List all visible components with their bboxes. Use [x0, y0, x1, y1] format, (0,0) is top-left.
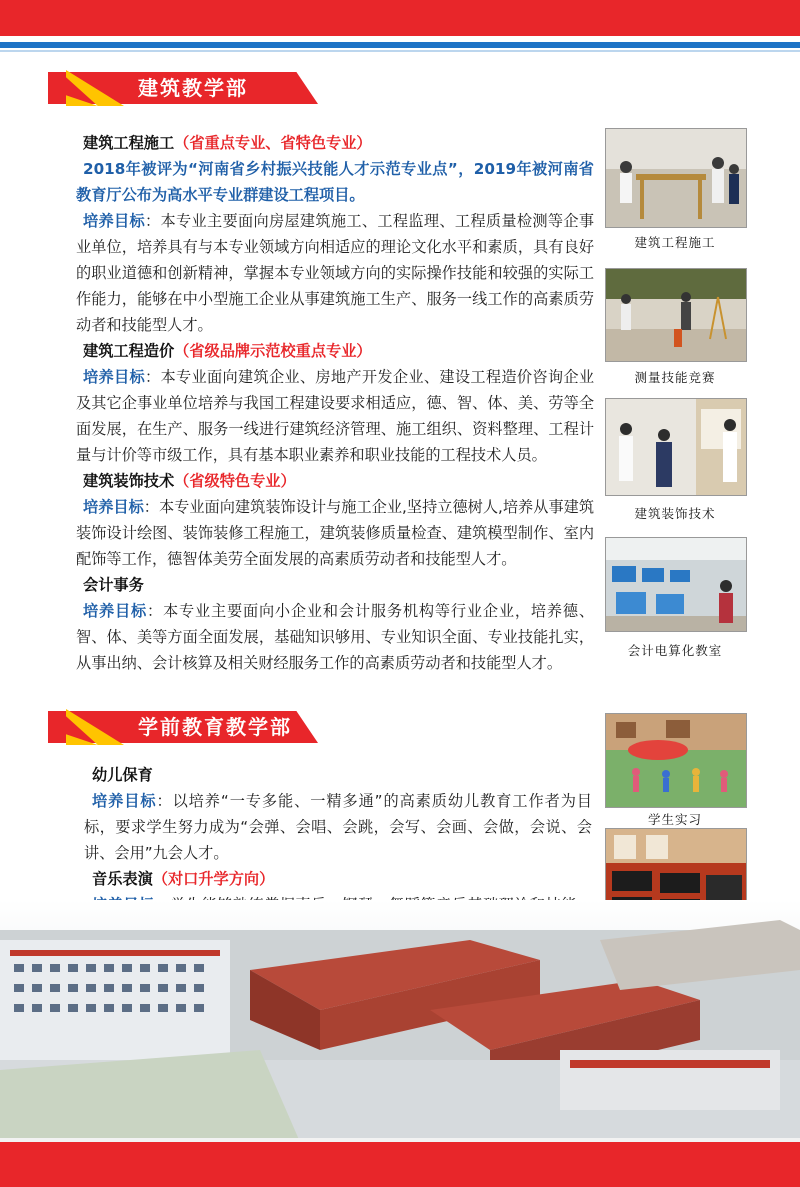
architecture-content [76, 130, 594, 676]
photo-caption: 会计电算化教室 [627, 643, 723, 658]
major-tag: （对口升学方向） [152, 870, 275, 888]
goal-text: ：本专业面向建筑企业、房地产开发企业、建设工程造价咨询企业及其它企事业单位培养与我国工程建设要求相适应，德、智、体、美、劳等全面发展，在生产、服务一线进行建筑经济管理、施工组织、资料整理、工程计量与计价等市级工作，具有基本职业素养和职业技能的工程技术人员。 [76, 368, 595, 464]
goal-paragraph [76, 364, 594, 468]
photo-construction-image [606, 129, 746, 227]
goal-paragraph [84, 788, 592, 866]
photo-caption: 建筑工程施工 [634, 235, 716, 250]
honor-text: 2018年被评为“河南省乡村振兴技能人才示范专业点”，2019年被河南省教育厅公布为高水平专业群建设工程项目。 [76, 160, 594, 204]
major-name: 音乐表演 [92, 870, 153, 888]
goal-text: ：本专业主要面向房屋建筑施工、工程监理、工程质量检测等企事业单位，培养具有与本专业领域方向相适应的理论文化水平和素质，具有良好的职业道德和创新精神，掌握本专业领域方向的实际操作技能和较强的实际工作能力，能够在中小型施工企业从事建筑施工生产、服务一线工作的高素质劳动者和技能型人才。 [76, 212, 595, 334]
major-tag: （省级品牌示范校重点专业） [174, 342, 372, 360]
major-heading [84, 762, 592, 788]
section-title: 建筑教学部 [138, 76, 248, 100]
major-heading [84, 866, 592, 892]
photo-construction [605, 128, 747, 228]
photo-caption: 测量技能竞赛 [634, 370, 716, 385]
photo-accounting [605, 537, 747, 632]
photo-caption: 建筑装饰技术 [634, 506, 716, 521]
campus-aerial-svg [0, 900, 800, 1142]
goal-label: 培养目标 [83, 602, 147, 620]
major-name: 建筑装饰技术 [83, 472, 175, 490]
major-heading [76, 338, 594, 364]
goal-label: 培养目标 [83, 212, 145, 230]
major-name: 建筑工程施工 [83, 134, 175, 152]
photo-survey [605, 268, 747, 362]
goal-label: 培养目标 [83, 368, 145, 386]
top-blue-stripe [0, 42, 800, 48]
goal-text: ：以培养“一专多能、一精多通”的高素质幼儿教育工作者为目标，要求学生努力成为“会弹、会唱、会跳，会写、会画、会做，会说、会讲、会用”九会人才。 [84, 792, 592, 862]
goal-paragraph [76, 598, 594, 676]
bottom-red-band [0, 1142, 800, 1187]
section-title: 学前教育教学部 [138, 715, 292, 739]
major-name: 幼儿保育 [92, 766, 153, 784]
goal-paragraph [76, 208, 594, 338]
major-heading [76, 130, 594, 156]
top-red-band [0, 0, 800, 36]
major-heading [76, 572, 594, 598]
major-name: 建筑工程造价 [83, 342, 175, 360]
photo-caption: 学生实习 [647, 812, 702, 827]
photo-accounting-image [606, 538, 746, 631]
section-banner-preschool [26, 707, 326, 747]
goal-label: 培养目标 [83, 498, 144, 516]
photo-internship-image [606, 714, 746, 807]
goal-text: ：本专业主要面向小企业和会计服务机构等行业企业，培养德、智、体、美等方面全面发展，基础知识够用、专业知识全面、专业技能扎实，从事出纳、会计核算及相关财经服务工作的高素质劳动者和技能型人才。 [76, 602, 595, 672]
major-name: 会计事务 [83, 576, 144, 594]
top-thin-line [0, 50, 800, 52]
goal-text: ：本专业面向建筑装饰设计与施工企业,坚持立德树人,培养从事建筑装饰设计绘图、装饰装修工程施工，建筑装修质量检查、建筑模型制作、室内配饰等工作，德智体美劳全面发展的高素质劳动者和技能型人才。 [76, 498, 595, 568]
campus-aerial-image [0, 900, 800, 1142]
major-heading [76, 468, 594, 494]
section-banner-architecture [26, 68, 326, 108]
major-tag: （省级特色专业） [174, 472, 296, 490]
major-tag: （省重点专业、省特色专业） [174, 134, 372, 152]
photo-decoration [605, 398, 747, 496]
photo-internship [605, 713, 747, 808]
goal-label: 培养目标 [92, 792, 157, 810]
photo-survey-image [606, 269, 746, 361]
goal-paragraph [76, 494, 594, 572]
photo-decoration-image [606, 399, 746, 495]
